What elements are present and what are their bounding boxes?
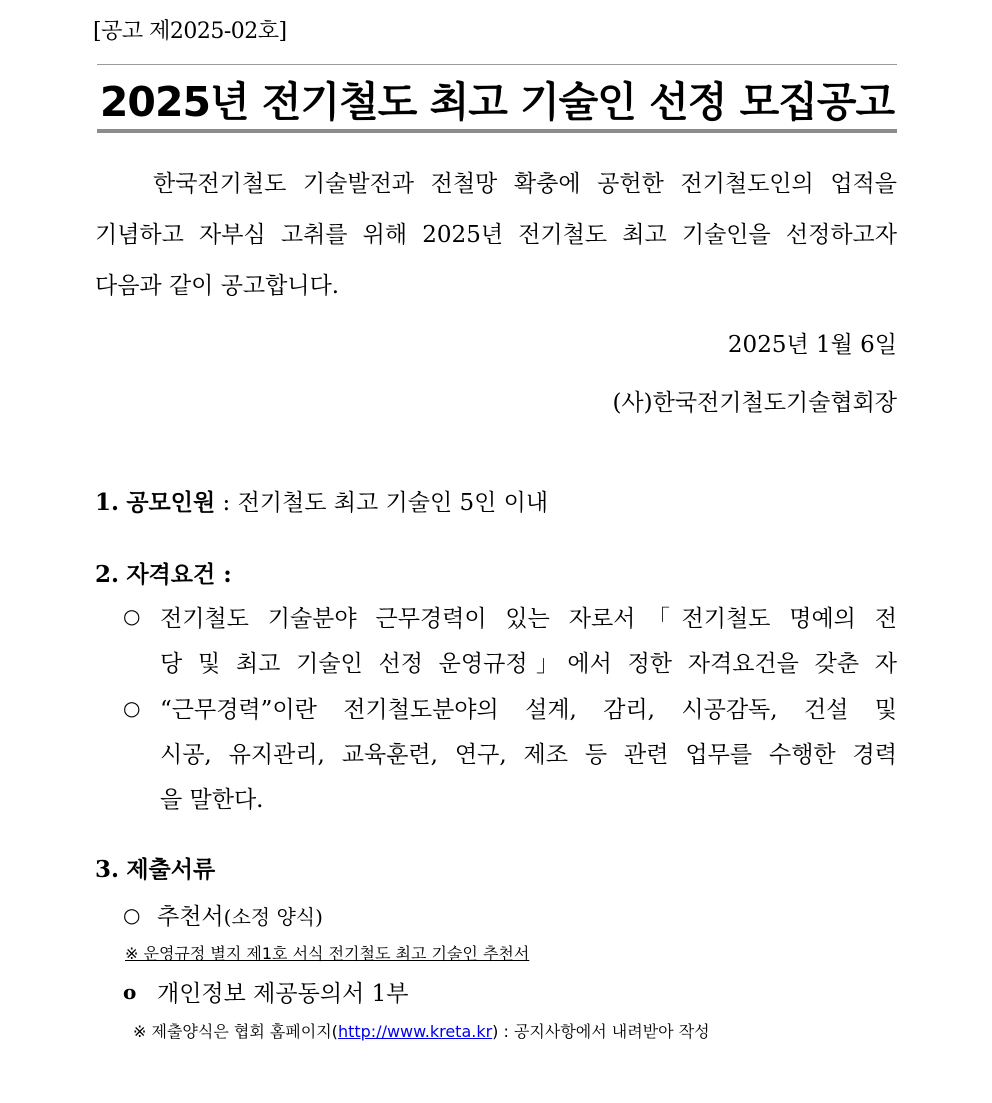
- section-3-item-2-note: [133, 1019, 710, 1042]
- note-prefix: ※ 제출양식은 협회 홈페이지(: [133, 1022, 338, 1041]
- intro-line-3: 다음과 같이 공고합니다.: [95, 273, 340, 299]
- section-2-item-2-line-1: “근무경력”이란 전기철도분야의 설계, 감리, 시공감독, 건설 및: [160, 697, 897, 723]
- section-3-heading: 제출서류: [126, 856, 216, 883]
- title-box: [97, 64, 897, 133]
- section-3-item-1-note: ※ 운영규정 별지 제1호 서식 전기철도 최고 기술인 추천서: [125, 944, 530, 963]
- section-1-number: 1.: [95, 489, 120, 516]
- intro-line-2: 기념하고 자부심 고취를 위해 2025년 전기철도 최고 기술인을 선정하고자: [95, 222, 897, 248]
- homepage-link[interactable]: http://www.kreta.kr: [337, 1022, 493, 1041]
- section-1-heading: 공모인원: [126, 489, 216, 516]
- page-title: 2025년 전기철도 최고 기술인 선정 모집공고: [99, 78, 895, 126]
- section-2-item-1-line-2: 당 및 최고 기술인 선정 운영규정」에서 정한 자격요건을 갖춘 자: [160, 651, 897, 677]
- notice-date: 2025년 1월 6일: [727, 332, 897, 358]
- bullet-icon: ○: [123, 696, 141, 720]
- bullet-icon: ○: [123, 903, 141, 927]
- issuer: (사)한국전기철도기술협회장: [612, 390, 897, 416]
- note-suffix: ) : 공지사항에서 내려받아 작성: [492, 1022, 710, 1041]
- bullet-icon: o: [123, 980, 137, 1004]
- intro-line-1: 한국전기철도 기술발전과 전철망 확충에 공헌한 전기철도인의 업적을: [153, 171, 897, 197]
- section-3-item-2-text: 개인정보 제공동의서 1부: [157, 981, 409, 1007]
- section-2-item-1-line-1: 전기철도 기술분야 근무경력이 있는 자로서「전기철도 명예의 전: [160, 606, 897, 632]
- section-2-item-2-line-3: 을 말한다.: [160, 787, 264, 813]
- section-3-title: [95, 851, 215, 884]
- section-3-number: 3.: [95, 856, 120, 883]
- section-2-heading: 자격요건 :: [126, 561, 232, 588]
- section-3-item-1-suffix: (소정 양식): [223, 905, 323, 929]
- notice-number: [공고 제2025-02호]: [93, 19, 287, 44]
- section-1: [95, 484, 548, 517]
- section-2-number: 2.: [95, 561, 120, 588]
- section-3-item-1: [157, 898, 323, 931]
- section-1-text: 전기철도 최고 기술인 5인 이내: [237, 490, 549, 516]
- section-2-title: [95, 556, 232, 589]
- section-1-separator: :: [222, 490, 231, 516]
- section-3-item-1-text: 추천서: [157, 904, 224, 930]
- section-2-item-2-line-2: 시공, 유지관리, 교육훈련, 연구, 제조 등 관련 업무를 수행한 경력: [160, 742, 897, 768]
- bullet-icon: ○: [123, 604, 141, 628]
